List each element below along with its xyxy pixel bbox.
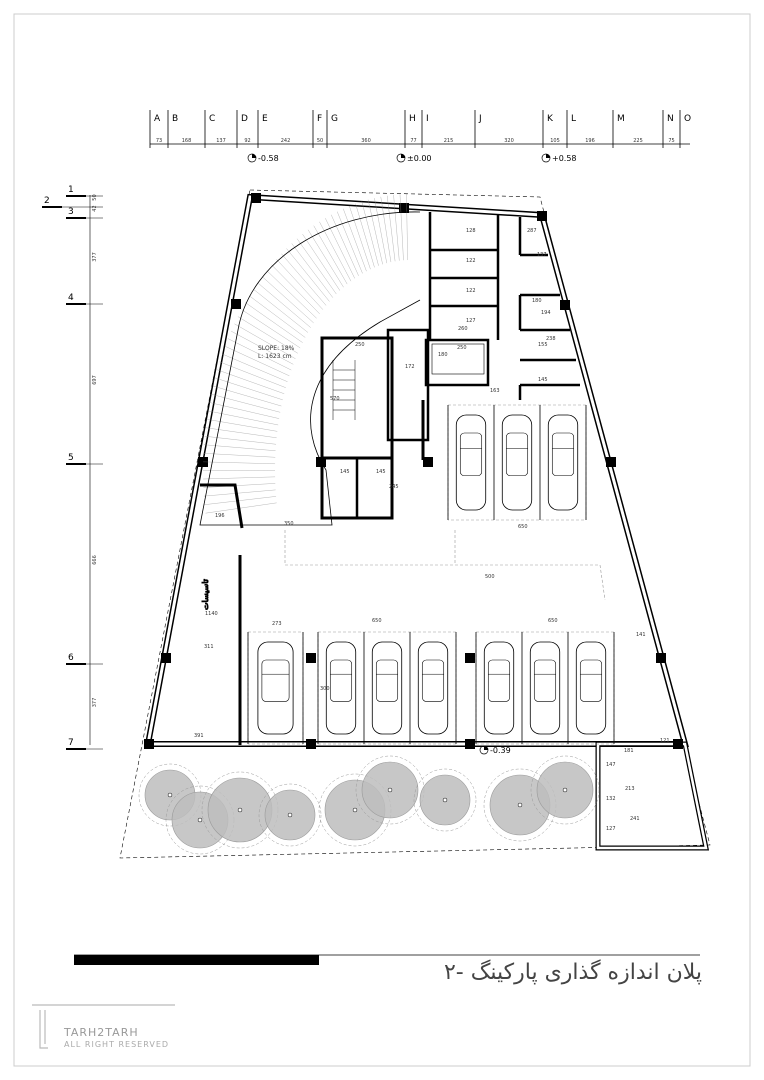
dim-label: 180 <box>532 298 542 304</box>
col-label-L: L <box>571 114 577 124</box>
col-label-D: D <box>241 114 248 124</box>
dim-label: 287 <box>527 228 537 234</box>
landscape-trees <box>139 756 599 854</box>
col-dim: 77 <box>410 138 417 144</box>
col-label-G: G <box>331 114 338 124</box>
svg-text:±0.00: ±0.00 <box>407 154 432 163</box>
dim-label: 127 <box>466 318 476 324</box>
dim-label: 172 <box>405 364 415 370</box>
svg-text:+0.58: +0.58 <box>552 154 577 163</box>
col-label-J: J <box>479 114 482 124</box>
dim-label: 260 <box>458 326 468 332</box>
dim-label: 132 <box>606 796 616 802</box>
dim-label: 196 <box>215 513 225 519</box>
row-label-2: 2 <box>44 196 50 206</box>
dim-label: 213 <box>625 786 635 792</box>
traffic-arrows <box>285 530 605 600</box>
building-outline <box>120 190 710 858</box>
dim-label: 245 <box>389 484 399 490</box>
dim-label: 241 <box>630 816 640 822</box>
col-dim: 92 <box>244 138 251 144</box>
col-label-M: M <box>617 114 625 124</box>
col-dim: 360 <box>361 138 371 144</box>
col-dim: 242 <box>280 138 291 144</box>
dim-label: 145 <box>538 377 548 383</box>
services-label: تاسیسات <box>201 579 210 610</box>
col-label-K: K <box>547 114 553 124</box>
col-dim: 320 <box>504 138 514 144</box>
column-grid-axis <box>150 110 691 148</box>
col-label-C: C <box>209 114 216 124</box>
dim-label: 194 <box>541 310 551 316</box>
dim-label: 300 <box>320 686 330 692</box>
dim-label: 650 <box>548 618 558 624</box>
dim-label: 250 <box>355 342 365 348</box>
col-label-B: B <box>172 114 179 124</box>
col-label-E: E <box>262 114 268 124</box>
dim-label: 350 <box>284 521 294 527</box>
col-dim: 168 <box>181 138 192 144</box>
level-marker-2 <box>397 154 432 163</box>
row-dim: 377 <box>92 252 98 262</box>
parked-car <box>418 642 447 734</box>
logo-rights: ALL RIGHT RESERVED <box>64 1040 170 1049</box>
row-label-7: 7 <box>68 738 74 748</box>
ramp-length: L: 1623 cm <box>258 353 292 360</box>
tree <box>259 784 321 846</box>
dim-label: 155 <box>538 342 548 348</box>
dim-label: 650 <box>372 618 382 624</box>
col-label-O: O <box>684 114 692 124</box>
parked-car <box>530 642 559 734</box>
dim-label: 127 <box>606 826 616 832</box>
col-dim: 215 <box>443 138 454 144</box>
row-dim: 697 <box>92 375 98 385</box>
level-marker-3 <box>542 154 577 163</box>
col-dim: 196 <box>585 138 595 144</box>
tree <box>414 769 476 831</box>
parked-car <box>548 415 577 510</box>
row-dim: 666 <box>92 555 98 565</box>
dim-label: 238 <box>546 336 556 342</box>
level-marker-4 <box>480 746 511 755</box>
stair <box>333 360 355 420</box>
col-label-N: N <box>667 114 674 124</box>
col-label-I: I <box>426 114 429 124</box>
row-dim: 377 <box>92 697 98 708</box>
row-grid-axis <box>42 185 103 749</box>
row-label-4: 4 <box>68 293 74 303</box>
level-marker-1 <box>248 154 279 163</box>
col-label-A: A <box>154 114 161 124</box>
dim-label: 122 <box>466 258 476 264</box>
logo-brand: TARH2TARH <box>64 1026 139 1039</box>
parked-car <box>326 642 355 734</box>
parking-bays <box>248 405 614 744</box>
parked-car <box>484 642 513 734</box>
dim-label: 273 <box>272 621 282 627</box>
col-dim: 225 <box>633 138 643 144</box>
parked-car <box>372 642 401 734</box>
dim-label: 145 <box>376 469 386 475</box>
title-bar <box>74 955 319 965</box>
row-dim: 42 <box>92 205 98 212</box>
svg-text:-0.58: -0.58 <box>258 154 279 163</box>
col-dim: 75 <box>668 138 675 144</box>
service-rooms <box>430 212 580 400</box>
dim-label: 122 <box>466 288 476 294</box>
dim-label: 145 <box>340 469 350 475</box>
dim-label: 570 <box>330 396 340 402</box>
parked-car <box>502 415 531 510</box>
col-dim: 50 <box>316 138 324 144</box>
col-dim: 73 <box>155 138 163 144</box>
dim-label: 128 <box>466 228 476 234</box>
dim-label: 163 <box>490 388 500 394</box>
dim-label: 147 <box>606 762 616 768</box>
col-label-F: F <box>317 114 323 124</box>
dim-label: 141 <box>636 632 646 638</box>
dim-label: 391 <box>194 733 204 739</box>
dim-label: 1140 <box>205 611 218 617</box>
row-label-1: 1 <box>68 185 74 195</box>
svg-text:-0.39: -0.39 <box>490 746 511 755</box>
parked-car <box>258 642 293 734</box>
dim-label: 181 <box>624 748 634 754</box>
col-dim: 137 <box>216 138 226 144</box>
dim-label: 311 <box>204 644 214 650</box>
dim-label: 121 <box>660 738 670 744</box>
drawing-title: پلان اندازه گذاری پارکینگ -۲ <box>443 960 702 985</box>
parked-car <box>576 642 605 734</box>
dim-label: 137 <box>537 252 547 258</box>
row-label-6: 6 <box>68 653 74 663</box>
parked-car <box>456 415 485 510</box>
dim-label: 250 <box>457 345 467 351</box>
col-dim: 105 <box>550 138 560 144</box>
row-dim: 50 <box>92 194 98 201</box>
dim-label: 500 <box>485 574 495 580</box>
col-label-H: H <box>409 114 416 124</box>
row-label-5: 5 <box>68 453 74 463</box>
dim-label: 180 <box>438 352 448 358</box>
row-label-3: 3 <box>68 207 74 217</box>
dim-label: 650 <box>518 524 528 530</box>
ramp-slope: SLOPE: 18% <box>258 345 295 352</box>
